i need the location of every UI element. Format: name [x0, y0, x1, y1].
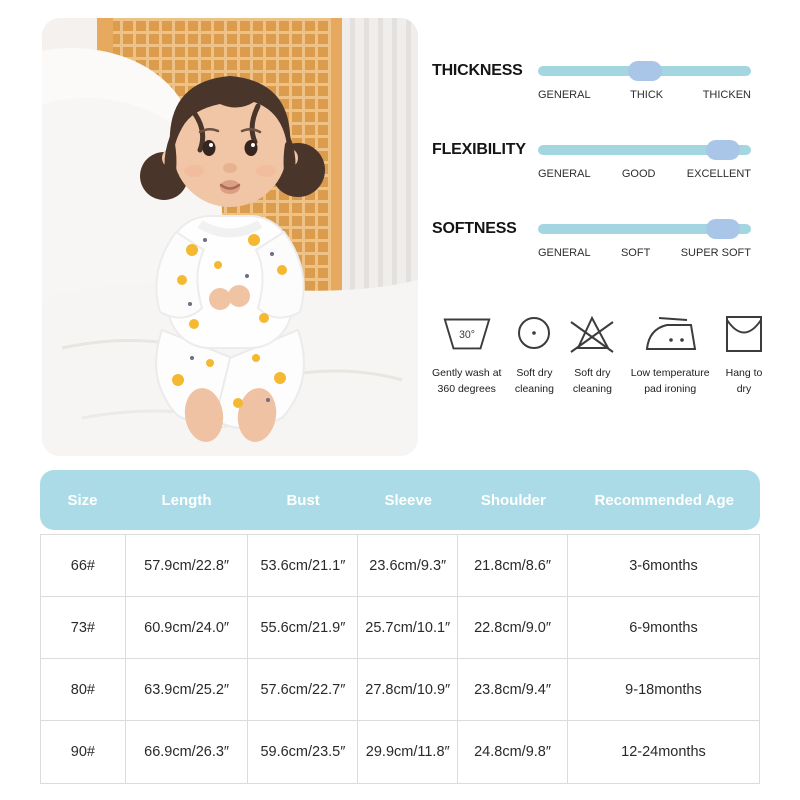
- table-cell: 22.8cm/9.0″: [458, 597, 568, 658]
- care-label-hang-dry-line2: dry: [736, 382, 752, 395]
- softness-slider-group: [432, 218, 765, 259]
- attribute-sliders: [432, 60, 765, 297]
- do-not-bleach-triangle-icon: [567, 310, 617, 356]
- softness-level-soft: SOFT: [620, 247, 651, 259]
- header-cell-recommended-age: Recommended Age: [594, 491, 734, 509]
- flexibility-label: FLEXIBILITY: [432, 141, 526, 158]
- table-row-66: [41, 535, 759, 597]
- table-cell: 21.8cm/8.6″: [458, 535, 568, 596]
- thickness-slider-knob: [628, 61, 662, 81]
- table-cell: 24.8cm/9.8″: [458, 721, 568, 783]
- table-cell: 6-9months: [629, 619, 698, 636]
- care-item-wash: [432, 310, 501, 398]
- table-cell: 53.6cm/21.1″: [248, 535, 358, 596]
- size-table: [40, 470, 760, 784]
- care-label-no-bleach-line2: cleaning: [572, 382, 612, 395]
- flexibility-slider-track: [538, 145, 751, 155]
- care-label-wash-line2: 360 degrees: [437, 382, 496, 395]
- table-cell: 25.7cm/10.1″: [358, 597, 458, 658]
- dry-clean-circle-icon: [515, 310, 553, 356]
- flexibility-level-general: GENERAL: [538, 168, 591, 180]
- baby-photo-illustration: [42, 18, 418, 456]
- thickness-slider-track: [538, 66, 751, 76]
- hang-to-dry-icon: [723, 310, 765, 356]
- table-cell: 27.8cm/10.9″: [358, 659, 458, 720]
- table-cell: 66.9cm/26.3″: [126, 721, 249, 783]
- table-cell: 55.6cm/21.9″: [248, 597, 358, 658]
- care-label-wash-line1: Gently wash at: [432, 367, 502, 379]
- flexibility-slider-group: [432, 139, 765, 180]
- softness-level-general: GENERAL: [538, 247, 591, 259]
- thickness-level-thicken: THICKEN: [702, 89, 751, 101]
- softness-level-super-soft: SUPER SOFT: [680, 247, 751, 259]
- header-cell-size: Size: [67, 491, 98, 509]
- flexibility-level-excellent: EXCELLENT: [686, 168, 751, 180]
- curtain: [342, 18, 418, 318]
- care-label-dry-clean-line2: cleaning: [514, 382, 554, 395]
- table-cell: 73#: [41, 597, 126, 658]
- softness-label: SOFTNESS: [432, 220, 517, 237]
- size-table-header-row: [40, 470, 760, 530]
- table-row-73: [41, 597, 759, 659]
- table-cell: 57.6cm/22.7″: [248, 659, 358, 720]
- thickness-label: THICKNESS: [432, 62, 523, 79]
- softness-slider-track: [538, 224, 751, 234]
- care-item-dry-clean: [515, 310, 554, 398]
- care-item-no-bleach: [567, 310, 617, 398]
- care-item-hang-dry: [723, 310, 765, 398]
- header-cell-sleeve: Sleeve: [384, 491, 433, 509]
- header-cell-shoulder: Shoulder: [480, 491, 546, 509]
- header-cell-bust: Bust: [286, 491, 320, 509]
- table-cell: 12-24months: [621, 744, 706, 760]
- table-cell: 59.6cm/23.5″: [248, 721, 358, 783]
- care-label-dry-clean-line1: Soft dry: [516, 367, 553, 379]
- table-cell: 90#: [41, 721, 126, 783]
- thickness-slider-group: [432, 60, 765, 101]
- table-cell: 57.9cm/22.8″: [126, 535, 249, 596]
- care-label-no-bleach-line1: Soft dry: [574, 367, 611, 379]
- table-cell: 9-18months: [625, 681, 702, 698]
- header-cell-length: Length: [161, 491, 212, 509]
- table-cell: 29.9cm/11.8″: [358, 721, 458, 783]
- softness-slider-knob: [706, 219, 740, 239]
- care-label-iron-line1: Low temperature: [630, 367, 710, 379]
- table-row-80: [41, 659, 759, 721]
- flexibility-slider-knob: [706, 140, 740, 160]
- table-cell: 80#: [41, 659, 126, 720]
- care-label-hang-dry-line1: Hang to: [725, 367, 763, 379]
- table-cell: 23.6cm/9.3″: [358, 535, 458, 596]
- size-table-body: [40, 534, 760, 784]
- table-cell: 3-6months: [629, 557, 698, 574]
- iron-low-temperature-icon: [641, 310, 699, 356]
- wash-basin-30-icon: [440, 310, 494, 356]
- table-cell: 63.9cm/25.2″: [126, 659, 249, 720]
- table-cell: 23.8cm/9.4″: [458, 659, 568, 720]
- care-label-iron-line2: pad ironing: [644, 382, 697, 395]
- table-row-90: [41, 721, 759, 783]
- flexibility-level-good: GOOD: [621, 168, 656, 180]
- product-photo: [42, 18, 418, 456]
- thickness-level-general: GENERAL: [538, 89, 591, 101]
- thickness-level-thick: THICK: [630, 89, 664, 101]
- svg-text:30°: 30°: [458, 328, 475, 341]
- care-item-iron: [631, 310, 710, 398]
- table-cell: 60.9cm/24.0″: [126, 597, 249, 658]
- table-cell: 66#: [41, 535, 126, 596]
- care-instructions-row: [432, 310, 765, 398]
